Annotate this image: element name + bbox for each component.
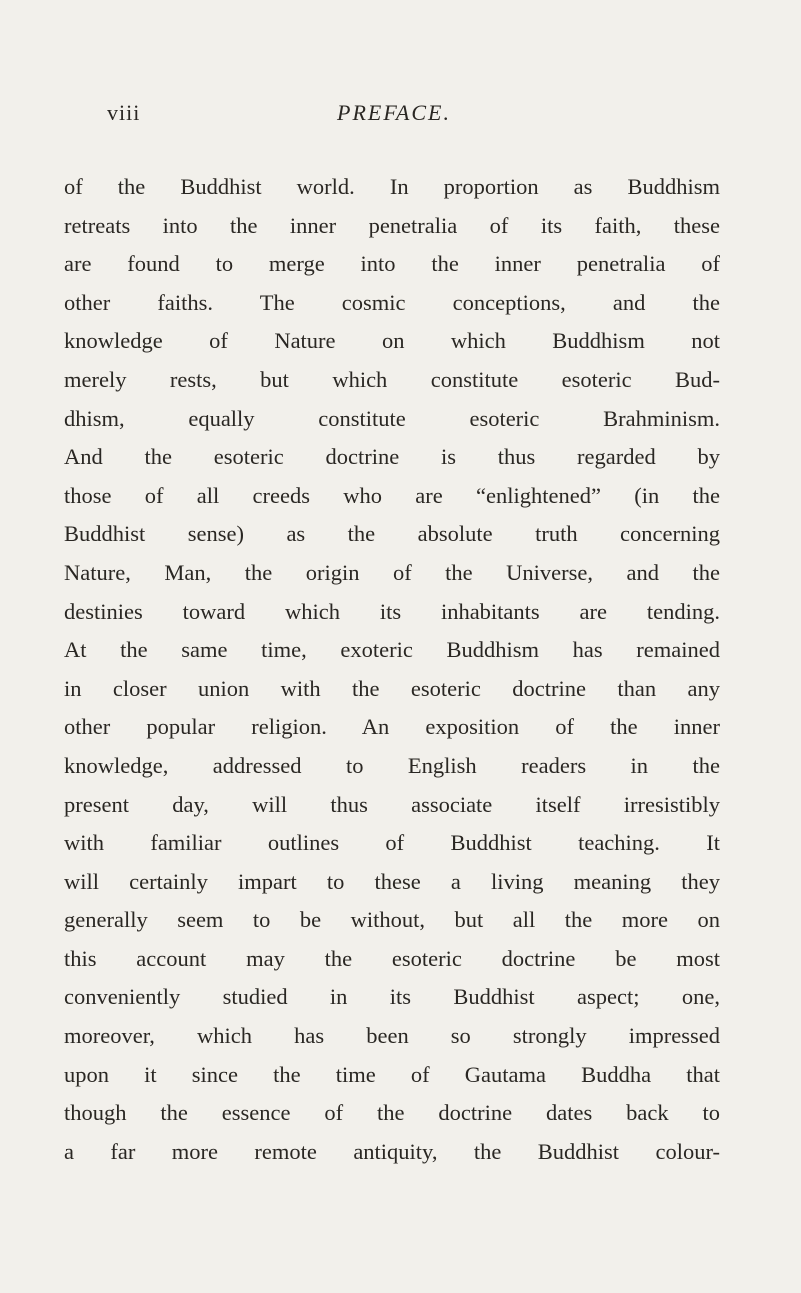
text-line: though the essence of the doctrine dates back to [64, 1100, 720, 1126]
text-line: knowledge of Nature on which Buddhism not [64, 328, 720, 354]
text-line: those of all creeds who are “enlightened” (in the [64, 482, 720, 508]
text-line: this account may the esoteric doctrine be most [64, 945, 720, 971]
text-line: other faiths. The cosmic conceptions, and the [64, 289, 720, 315]
text-line: in closer union with the esoteric doctrine than any [64, 675, 720, 701]
text-line: knowledge, addressed to English readers in the [64, 752, 720, 778]
page-number: viii [107, 100, 141, 125]
text-line: of the Buddhist world. In proportion as Buddhism [64, 174, 720, 199]
text-line: At the same time, exoteric Buddhism has remained [64, 637, 720, 663]
text-line: destinies toward which its inhabitants are tending. [64, 598, 720, 624]
text-line: will certainly impart to these a living meaning they [64, 868, 720, 894]
text-line: merely rests, but which constitute esoteric Bud- [64, 366, 720, 392]
text-line: Buddhist sense) as the absolute truth concerning [64, 521, 720, 547]
text-line: And the esoteric doctrine is thus regarded by [64, 444, 720, 470]
text-line: moreover, which has been so strongly impressed [64, 1023, 720, 1049]
text-line: present day, will thus associate itself irresistibly [64, 791, 720, 817]
text-line: with familiar outlines of Buddhist teaching. It [64, 830, 720, 856]
text-line: are found to merge into the inner penetralia of [64, 251, 720, 277]
text-line: a far more remote antiquity, the Buddhist colour- [64, 1138, 720, 1164]
body-text [64, 168, 720, 1171]
text-line: other popular religion. An exposition of the inner [64, 714, 720, 740]
text-line: generally seem to be without, but all the more on [64, 907, 720, 933]
page-header [107, 100, 695, 136]
text-line: dhism, equally constitute esoteric Brahminism. [64, 405, 720, 431]
text-line: retreats into the inner penetralia of its faith, these [64, 212, 720, 238]
text-line: upon it since the time of Gautama Buddha that [64, 1061, 720, 1087]
running-head: PREFACE. [337, 100, 451, 125]
text-line: Nature, Man, the origin of the Universe, and the [64, 559, 720, 585]
text-line: conveniently studied in its Buddhist aspect; one, [64, 984, 720, 1010]
